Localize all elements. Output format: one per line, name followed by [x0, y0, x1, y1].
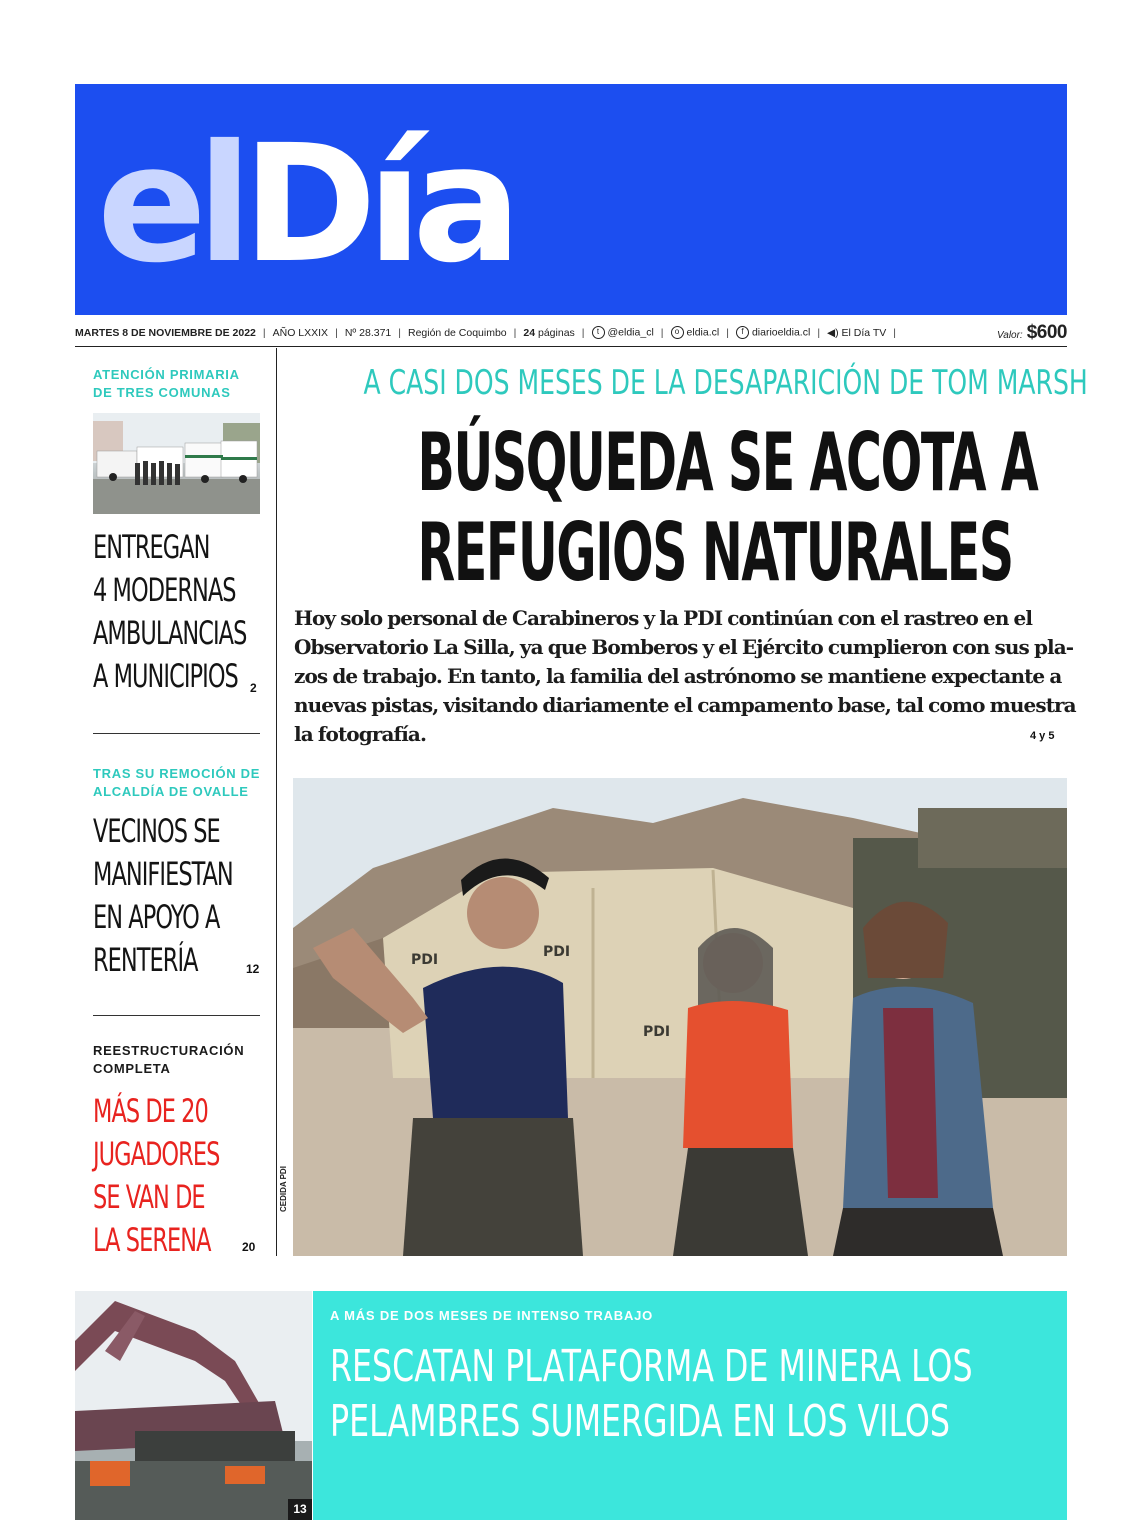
- price-block: [997, 322, 1067, 344]
- svg-text:PDI: PDI: [643, 1024, 671, 1040]
- divider: |: [893, 326, 897, 339]
- story2-page: 12: [246, 962, 260, 976]
- divider: [93, 733, 260, 734]
- price: $600: [1026, 321, 1067, 343]
- issue-number: Nº 28.371: [344, 326, 392, 339]
- logo[interactable]: [97, 111, 512, 299]
- bottom-story[interactable]: [313, 1291, 1067, 1520]
- bottom-page: 13: [288, 1499, 312, 1520]
- story1-headline[interactable]: ENTREGAN 4 MODERNAS AMBULANCIAS A MUNICIPIOS: [93, 528, 247, 695]
- bottom-kicker: A MÁS DE DOS MESES DE INTENSO TRABAJO: [330, 1308, 654, 1323]
- bottom-headline: RESCATAN PLATAFORMA DE MINERA LOS PELAMBRES SUMERGIDA EN LOS VILOS: [330, 1341, 973, 1447]
- page-count: 24: [523, 326, 536, 339]
- ambulances-photo[interactable]: [93, 413, 260, 514]
- tent-label: PDI: [411, 952, 439, 968]
- divider: |: [726, 326, 729, 339]
- issue-year: AÑO LXXIX: [272, 326, 329, 339]
- divider: |: [660, 326, 664, 339]
- facebook-icon: f: [736, 326, 749, 339]
- story2-headline[interactable]: VECINOS SE MANIFIESTAN EN APOYO A RENTERÍA: [93, 812, 233, 979]
- story3-page: 20: [242, 1240, 256, 1254]
- main-kicker: A CASI DOS MESES DE LA DESAPARICIÓN DE TOM MARSH: [363, 363, 1088, 403]
- logo-el: el: [97, 111, 243, 299]
- story1-page: 2: [250, 681, 257, 695]
- photo-credit: CEDIDA PDI: [279, 1166, 288, 1212]
- divider: |: [513, 326, 517, 339]
- dateline: [75, 319, 1067, 347]
- sidebar: [75, 348, 277, 1259]
- region: Región de Coquimbo: [408, 326, 507, 339]
- divider: [93, 1015, 260, 1016]
- logo-dia: Día: [242, 111, 512, 299]
- story3-kicker: REESTRUCTURACIÓN COMPLETA: [93, 1043, 245, 1076]
- divider: |: [398, 326, 401, 339]
- main-pages: 4 y 5: [1030, 730, 1055, 742]
- divider: |: [581, 326, 585, 339]
- platform-photo[interactable]: [75, 1291, 312, 1520]
- twitter-link[interactable]: t @eldia_cl: [592, 326, 654, 339]
- issue-date: MARTES 8 DE NOVIEMBRE DE 2022: [75, 326, 256, 339]
- tv-link[interactable]: ◀) El Día TV: [827, 326, 887, 339]
- story3-headline[interactable]: MÁS DE 20 JUGADORES SE VAN DE LA SERENA: [93, 1092, 220, 1259]
- divider: |: [817, 326, 821, 339]
- masthead: [75, 84, 1067, 315]
- story1-kicker: ATENCIÓN PRIMARIA DE TRES COMUNAS: [93, 367, 240, 400]
- web-link[interactable]: o eldia.cl: [671, 326, 720, 339]
- twitter-icon: t: [592, 326, 605, 339]
- story2-kicker: TRAS SU REMOCIÓN DE ALCALDÍA DE OVALLE: [93, 766, 261, 799]
- instagram-icon: o: [671, 326, 684, 339]
- facebook-link[interactable]: f diarioeldia.cl: [736, 326, 810, 339]
- page-count-label: páginas: [538, 326, 575, 339]
- main-headline[interactable]: BÚSQUEDA SE ACOTA A REFUGIOS NATURALES: [417, 416, 1038, 599]
- divider: |: [262, 326, 266, 339]
- main-photo[interactable]: [293, 778, 1067, 1256]
- price-label: Valor:: [996, 329, 1023, 341]
- divider: |: [335, 326, 338, 339]
- svg-text:PDI: PDI: [543, 944, 571, 960]
- main-body: Hoy solo personal de Carabineros y la PDI continúan con el rastreo en el Observatorio La Silla, ya que Bomberos y el Ejército cumplieron con sus pla- zos de trabajo. En tanto, la familia del astrónomo se mantiene expectante a nuevas pistas, visitando diariamente el campamento base, tal como muestra la fotografía.: [294, 606, 1076, 746]
- speaker-icon: ◀): [827, 326, 842, 339]
